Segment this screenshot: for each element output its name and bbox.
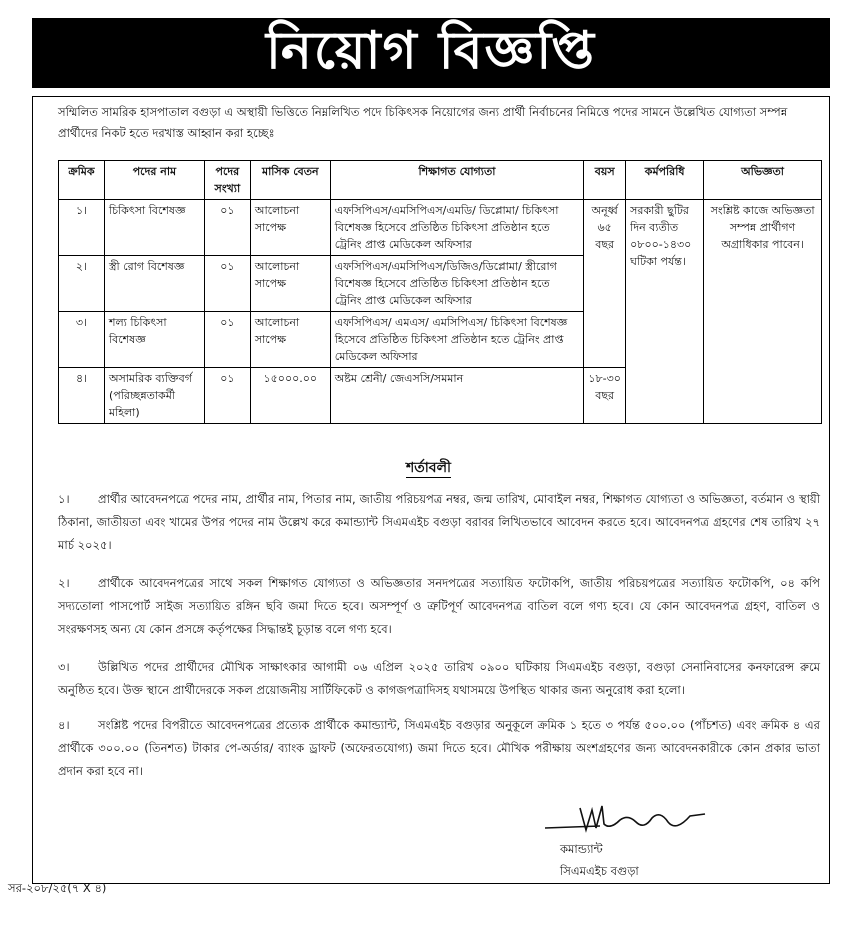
header-experience: অভিজ্ঞতা	[704, 161, 822, 200]
header-salary: মাসিক বেতন	[250, 161, 330, 200]
row-post: শল্য চিকিৎসা বিশেষজ্ঞ	[104, 312, 204, 368]
condition-number: ১।	[58, 492, 70, 506]
condition-text: উল্লিখিত পদের প্রার্থীদের মৌখিক সাক্ষাৎকার আগামী ০৬ এপ্রিল ২০২৫ তারিখ ০৯০০ ঘটিকায় সিএমএইচ বগুড়া, বগুড়া সেনানিবাসের কনফারেন্স রুমে অনুষ্ঠিত হবে। উক্ত স্থানে প্রার্থীদেরকে সকল প্রয়োজনীয় সার্টিফিকেট ও কাগজপত্রাদিসহ যথাসময়ে উপস্থিত থাকার জন্য অনুরোধ করা হলো।	[58, 660, 820, 697]
header-qualification: শিক্ষাগত যোগ্যতা	[330, 161, 583, 200]
row-serial: ১।	[59, 200, 105, 256]
condition-number: ৩।	[58, 660, 70, 674]
row-salary: আলোচনা সাপেক্ষ	[250, 312, 330, 368]
condition-item	[58, 656, 820, 702]
header-work-scope: কর্মপরিধি	[626, 161, 704, 200]
conditions-heading	[0, 456, 857, 480]
row-post: চিকিৎসা বিশেষজ্ঞ	[104, 200, 204, 256]
table-header-row	[59, 161, 822, 200]
experience: সংশ্লিষ্ট কাজে অভিজ্ঞতা সম্পন্ন প্রার্থীগণ অগ্রাধিকার পাবেন।	[704, 200, 822, 424]
row-salary: আলোচনা সাপেক্ষ	[250, 256, 330, 312]
age-cleaner: ১৮-৩০ বছর	[584, 368, 626, 424]
row-count: ০১	[204, 368, 250, 424]
notice-title: নিয়োগ বিজ্ঞপ্তি	[266, 20, 596, 81]
header-age: বয়স	[584, 161, 626, 200]
row-count: ০১	[204, 200, 250, 256]
condition-text: প্রার্থীর আবেদনপত্রে পদের নাম, প্রার্থীর নাম, পিতার নাম, জাতীয় পরিচয়পত্র নম্বর, জন্ম তারিখ, মোবাইল নম্বর, শিক্ষাগত যোগ্যতা ও অভিজ্ঞতা, বর্তমান ও স্থায়ী ঠিকানা, জাতীয়তা এবং খামের উপর পদের নাম উল্লেখ করে কমান্ড্যান্ট সিএমএইচ বগুড়া বরাবর লিখিতভাবে আবেদন করতে হবে। আবেদনপত্র গ্রহণের শেষ তারিখ ২৭ মার্চ ২০২৫।	[58, 492, 820, 552]
condition-item	[58, 488, 820, 557]
age-doctors: অনূর্ধ্ব ৬৫ বছর	[584, 200, 626, 368]
row-post: অসামরিক ব্যক্তিবর্গ (পরিচ্ছন্নতাকর্মী মহিলা)	[104, 368, 204, 424]
condition-number: ২।	[58, 576, 70, 590]
signature-image	[540, 800, 720, 840]
row-qualification: অষ্টম শ্রেনী/ জেএসসি/সমমান	[330, 368, 583, 424]
row-salary: ১৫০০০.০০	[250, 368, 330, 424]
conditions-title: শর্তাবলী	[405, 460, 452, 476]
condition-item	[58, 714, 820, 783]
work-scope: সরকারী ছুটির দিন ব্যতীত ০৮০০-১৪৩০ ঘটিকা পর্যন্ত।	[626, 200, 704, 424]
header-serial: ক্রমিক	[59, 161, 105, 200]
signer-designation: কমান্ড্যান্ট	[560, 842, 603, 856]
signer-block	[560, 838, 639, 882]
row-salary: আলোচনা সাপেক্ষ	[250, 200, 330, 256]
row-serial: ৩।	[59, 312, 105, 368]
condition-item	[58, 572, 820, 641]
intro-text: সম্মিলিত সামরিক হাসপাতাল বগুড়া এ অস্থায়ী ভিত্তিতে নিম্নলিখিত পদে চিকিৎসক নিয়োগের জন্য প্রার্থী নির্বাচনের নিমিত্তে পদের সামনে উল্লেখিত যোগ্যতা সম্পন্ন প্রার্থীদের নিকট হতে দরখাস্ত আহ্বান করা হচ্ছেঃ	[58, 105, 788, 140]
condition-text: সংশ্লিষ্ট পদের বিপরীতে আবেদনপত্রের প্রত্যেক প্রার্থীকে কমান্ড্যান্ট, সিএমএইচ বগুড়ার অনুকূলে ক্রমিক ১ হতে ৩ পর্যন্ত ৫০০.০০ (পাঁচশত) এবং ক্রমিক ৪ এর প্রার্থীকে ৩০০.০০ (তিনশত) টাকার পে-অর্ডার/ ব্যাংক ড্রাফট (অফেরতযোগ্য) জমা দিতে হবে। মৌখিক পরীক্ষায় অংশগ্রহণের জন্য আবেদনকারীকে কোন প্রকার ভাতা প্রদান করা হবে না।	[58, 718, 820, 778]
condition-number: ৪।	[58, 718, 70, 732]
row-qualification: এফসিপিএস/ এমএস/ এমসিপিএস/ চিকিৎসা বিশেষজ্ঞ হিসেবে প্রতিষ্ঠিত চিকিৎসা প্রতিষ্ঠান হতে ট্রেনিং প্রাপ্ত মেডিকেল অফিসার	[330, 312, 583, 368]
row-qualification: এফসিপিএস/এমসিপিএস/ডিজিও/ডিপ্লোমা/ স্ত্রীরোগ বিশেষজ্ঞ হিসেবে প্রতিষ্ঠিত চিকিৎসা প্রতিষ্ঠান হতে ট্রেনিং প্রাপ্ত মেডিকেল অফিসার	[330, 256, 583, 312]
reference-number: সর-২০৮/২৫(৭ X ৪)	[8, 881, 107, 895]
vacancy-table	[58, 160, 822, 424]
row-serial: ২।	[59, 256, 105, 312]
row-serial: ৪।	[59, 368, 105, 424]
row-count: ০১	[204, 256, 250, 312]
signer-office: সিএমএইচ বগুড়া	[560, 864, 639, 878]
condition-text: প্রার্থীকে আবেদনপত্রের সাথে সকল শিক্ষাগত যোগ্যতা ও অভিজ্ঞতার সনদপত্রের সত্যায়িত ফটোকপি, জাতীয় পরিচয়পত্রের সত্যায়িত ফটোকপি, ০৪ কপি সদ্যতোলা পাসপোর্ট সাইজ সত্যায়িত রঙ্গিন ছবি জমা দিতে হবে। অসম্পূর্ণ ও ত্রুটিপূর্ণ আবেদনপত্র বাতিল বলে গণ্য হবে। যে কোন আবেদনপত্র গ্রহণ, বাতিল ও সংরক্ষণসহ অন্য যে কোন প্রসঙ্গে কর্তৃপক্ষের সিদ্ধান্তই চূড়ান্ত বলে গণ্য হবে।	[58, 576, 820, 636]
table-row	[59, 200, 822, 256]
row-qualification: এফসিপিএস/এমসিপিএস/এমডি/ ডিপ্লোমা/ চিকিৎসা বিশেষজ্ঞ হিসেবে প্রতিষ্ঠিত চিকিৎসা প্রতিষ্ঠান হতে ট্রেনিং প্রাপ্ত মেডিকেল অফিসার	[330, 200, 583, 256]
notice-title-banner	[32, 18, 830, 88]
row-count: ০১	[204, 312, 250, 368]
row-post: স্ত্রী রোগ বিশেষজ্ঞ	[104, 256, 204, 312]
header-count: পদের সংখ্যা	[204, 161, 250, 200]
header-post: পদের নাম	[104, 161, 204, 200]
